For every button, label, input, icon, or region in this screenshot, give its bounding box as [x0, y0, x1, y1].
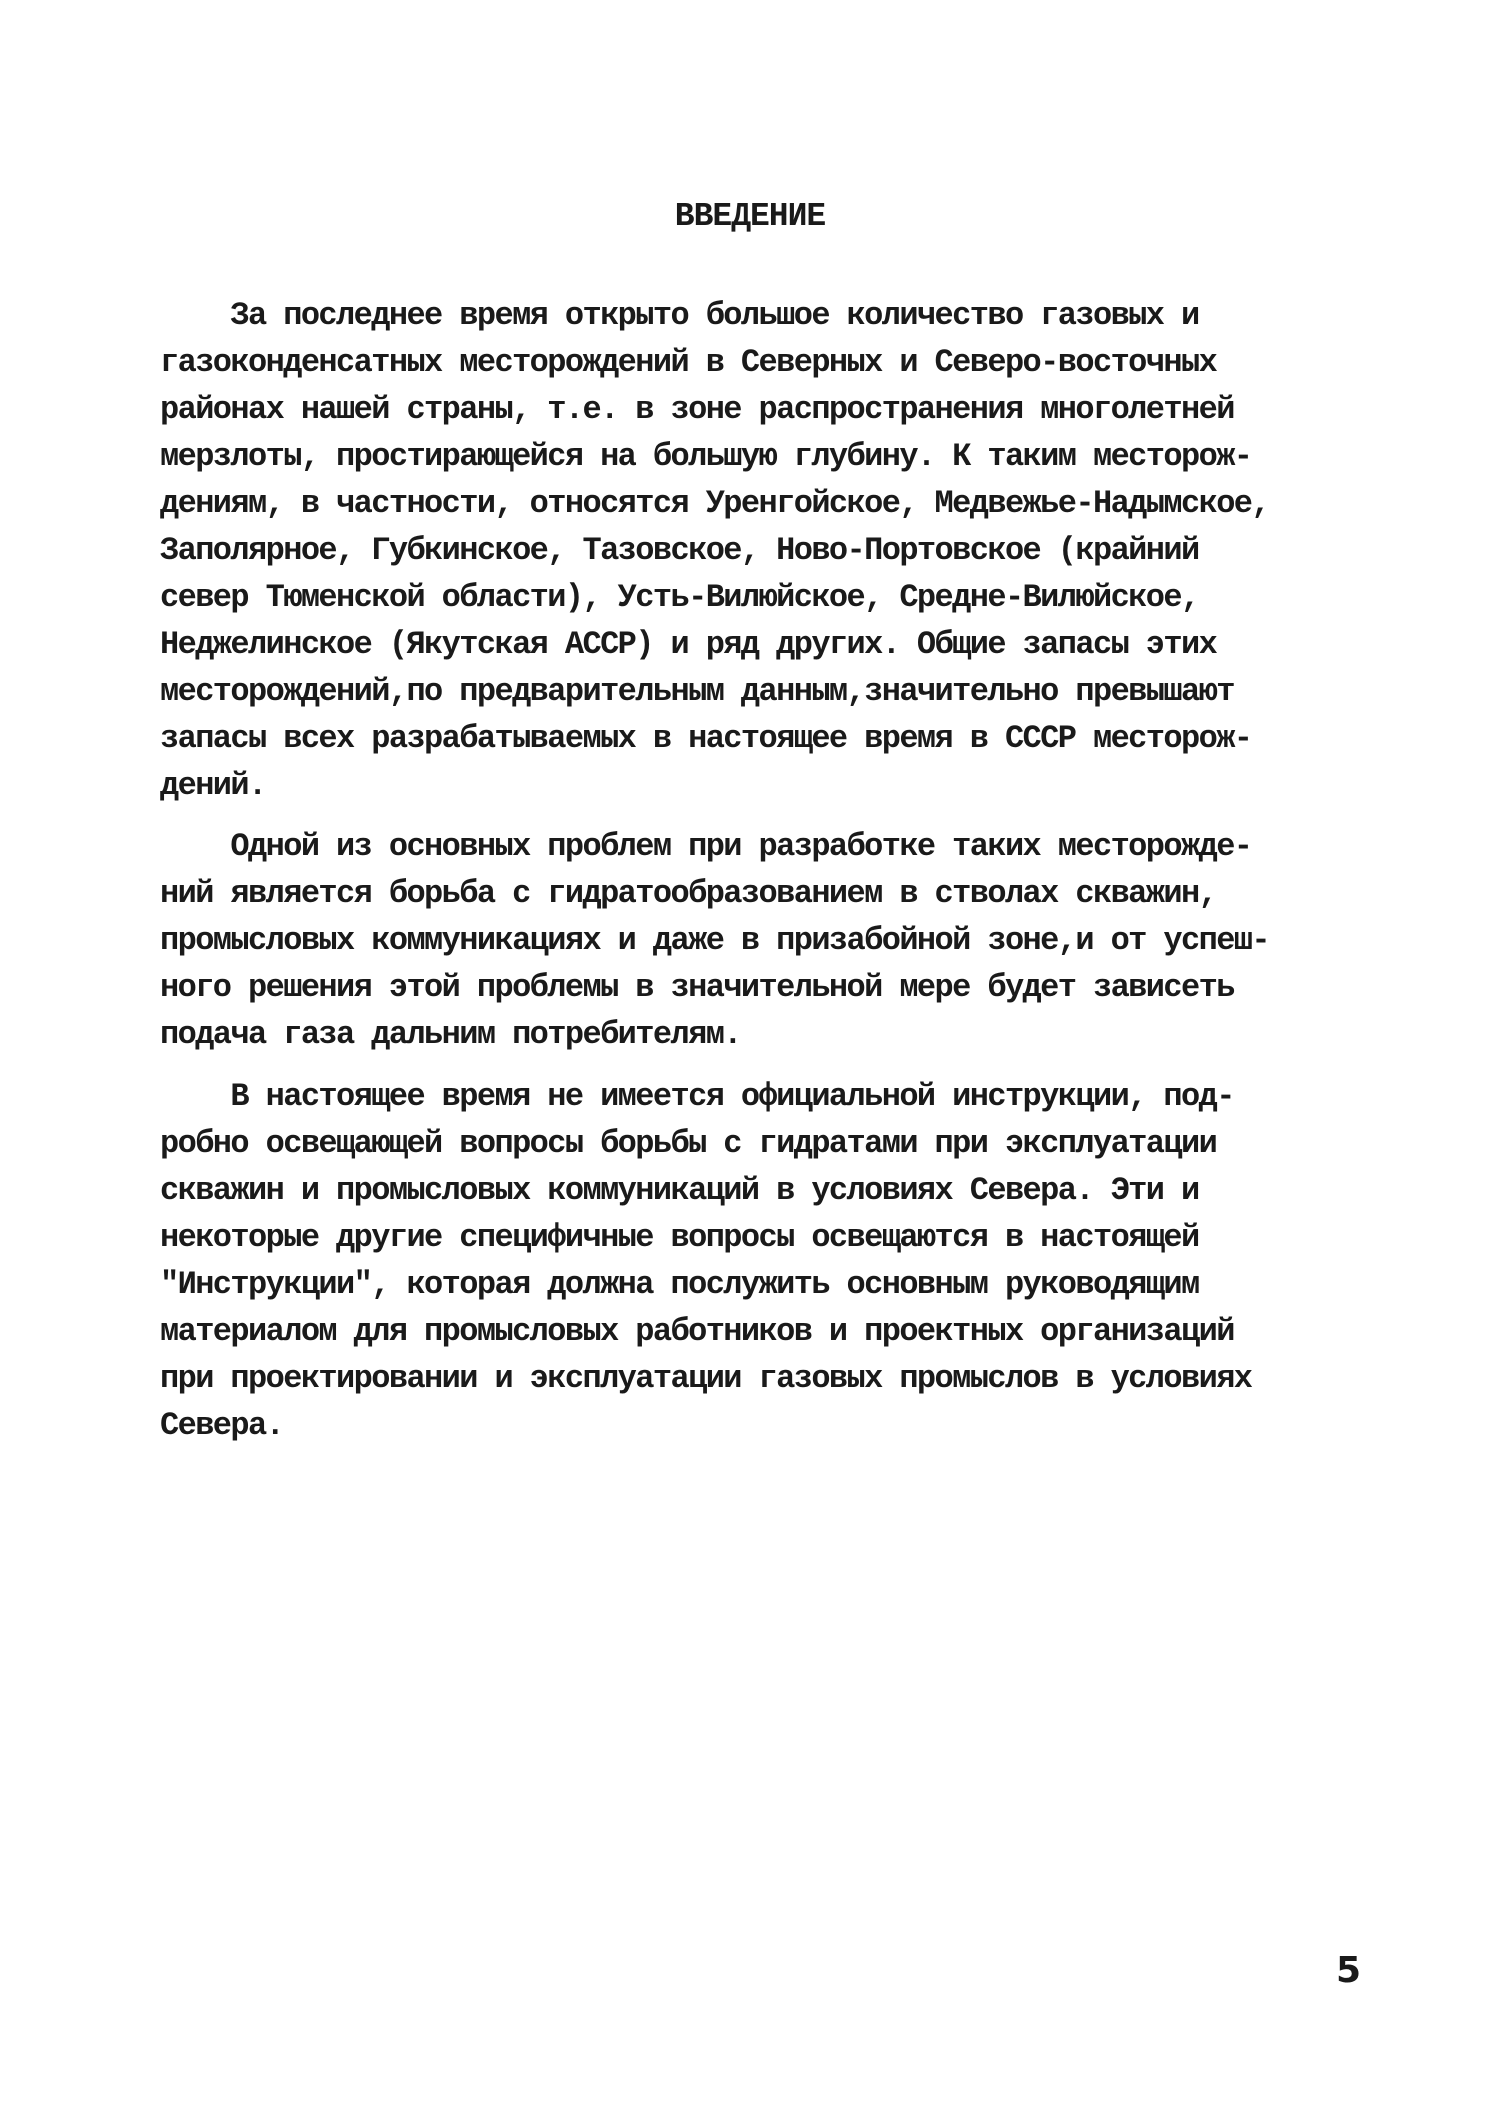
text-line: скважин и промысловых коммуникаций в условиях Севера. Эти и — [160, 1172, 1199, 1209]
text-line: Севера. — [160, 1407, 284, 1444]
text-line: материалом для промысловых работников и проектных организаций — [160, 1313, 1234, 1350]
text-line: За последнее время открыто большое количество газовых и — [160, 297, 1199, 334]
text-line: робно освещающей вопросы борьбы с гидратами при эксплуатации — [160, 1125, 1217, 1162]
text-line: промысловых коммуникациях и даже в призабойной зоне,и от успеш- — [160, 922, 1269, 959]
text-line: ний является борьба с гидратообразованием в стволах скважин, — [160, 875, 1217, 912]
text-line: запасы всех разрабатываемых в настоящее время в СССР месторож- — [160, 720, 1252, 757]
text-line: газоконденсатных месторождений в Северных и Северо-восточных — [160, 344, 1217, 381]
text-line: север Тюменской области), Усть-Вилюйское, Средне-Вилюйское, — [160, 579, 1199, 616]
text-line: ного решения этой проблемы в значительной мере будет зависеть — [160, 969, 1234, 1006]
text-line: месторождений,по предварительным данным,значительно превышают — [160, 673, 1234, 710]
text-line: некоторые другие специфичные вопросы освещаются в настоящей — [160, 1219, 1199, 1256]
paragraph-3 — [160, 1073, 1360, 1449]
paragraph-1 — [160, 292, 1360, 809]
text-line: подача газа дальним потребителям. — [160, 1016, 741, 1053]
page-title: ВВЕДЕНИЕ — [674, 198, 826, 235]
text-line: при проектировании и эксплуатации газовых промыслов в условиях — [160, 1360, 1252, 1397]
text-line: дениям, в частности, относятся Уренгойское, Медвежье-Надымское, — [160, 485, 1269, 522]
text-line: дений. — [160, 767, 266, 804]
text-line: районах нашей страны, т.е. в зоне распространения многолетней — [160, 391, 1234, 428]
text-line: "Инструкции", которая должна послужить основным руководящим — [160, 1266, 1199, 1303]
text-line: мерзлоты, простирающейся на большую глубину. К таким месторож- — [160, 438, 1252, 475]
text-line: В настоящее время не имеется официальной инструкции, под- — [160, 1078, 1234, 1115]
paragraph-2 — [160, 823, 1360, 1058]
page-number: 5 — [1336, 1950, 1362, 1991]
text-line: Неджелинское (Якутская АССР) и ряд других. Общие запасы этих — [160, 626, 1217, 663]
text-line: Заполярное, Губкинское, Тазовское, Ново-Портовское (крайний — [160, 532, 1199, 569]
text-line: Одной из основных проблем при разработке таких месторожде- — [160, 828, 1252, 865]
